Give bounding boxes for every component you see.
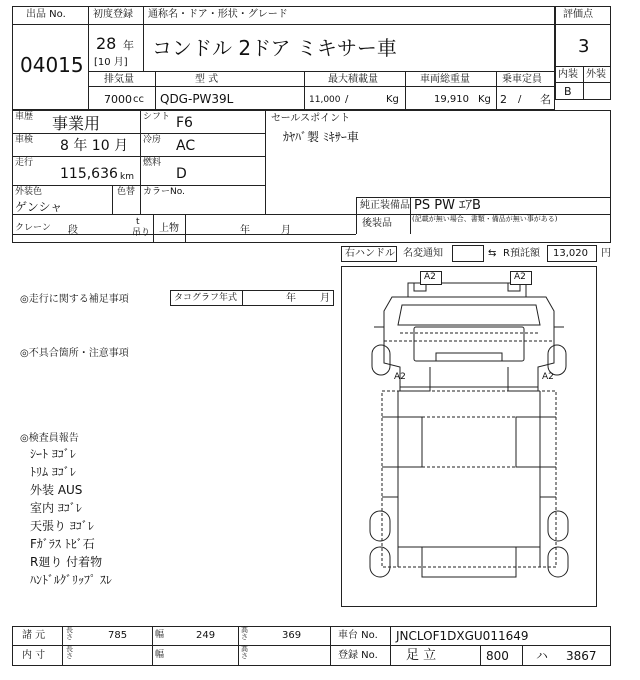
inner-row-label: 内 寸 bbox=[22, 650, 46, 661]
crane-steps: 段 bbox=[68, 225, 78, 236]
capacity-value: 2 bbox=[500, 93, 507, 106]
inspection-label: 車検 bbox=[15, 135, 34, 145]
spec-row-label: 諸 元 bbox=[22, 630, 46, 641]
tacho-label: タコグラフ年式 bbox=[174, 293, 238, 303]
capacity-slash: / bbox=[518, 94, 522, 105]
first-reg-year: 28 bbox=[96, 34, 117, 53]
equipment-value: PS PW ｴｱB bbox=[414, 198, 481, 213]
registration-kana: ハ bbox=[536, 649, 549, 663]
first-reg-year-unit: 年 bbox=[123, 39, 134, 52]
upper-label: 上物 bbox=[159, 223, 179, 234]
inner-length-label: 長さ bbox=[66, 645, 73, 660]
chassis-number: JNCLOF1DXGU011649 bbox=[396, 629, 529, 643]
inner-width-label: 幅 bbox=[155, 650, 165, 660]
capacity-label: 乗車定員 bbox=[502, 74, 542, 85]
max-load-slash: / bbox=[345, 94, 349, 105]
sales-point-label: セールスポイント bbox=[271, 113, 351, 124]
crane-label: クレーン bbox=[15, 223, 51, 233]
aftermarket-note: (記載が無い場合、書類・備品が無い事がある) bbox=[412, 215, 558, 223]
displacement-unit: cc bbox=[133, 94, 144, 105]
history-label: 車歴 bbox=[15, 112, 34, 122]
aftermarket-label: 後装品 bbox=[362, 218, 392, 229]
report-line: ﾄﾘﾑ ﾖｺﾞﾚ bbox=[30, 465, 76, 479]
color-label: 外装色 bbox=[15, 187, 43, 197]
registration-number: 3867 bbox=[566, 649, 597, 663]
recycle-deposit-label: R預託額 bbox=[503, 248, 540, 259]
name-change-box bbox=[452, 245, 484, 262]
truck-outline bbox=[342, 267, 596, 606]
damage-code: A2 bbox=[514, 272, 526, 282]
fuel-value: D bbox=[176, 166, 187, 182]
registration-label: 登録 No. bbox=[338, 650, 378, 661]
color-change-label: 色替 bbox=[117, 187, 136, 197]
shift-label: シフト bbox=[143, 112, 171, 122]
shift-value: F6 bbox=[176, 115, 193, 131]
interior-grade: B bbox=[564, 85, 572, 98]
max-load-label: 最大積載量 bbox=[328, 74, 378, 85]
damage-code: A2 bbox=[394, 372, 406, 382]
mileage-unit: km bbox=[120, 172, 134, 182]
first-reg-label: 初度登録 bbox=[93, 9, 133, 20]
displacement-value: 7000 bbox=[104, 93, 132, 106]
capacity-unit: 名 bbox=[540, 93, 551, 106]
registration-class: 800 bbox=[486, 649, 509, 663]
fuel-label: 燃料 bbox=[143, 158, 162, 168]
sales-point-value: ｶﾔﾊﾞ製 ﾐｷｻｰ車 bbox=[283, 130, 359, 144]
model-code: QDG-PW39L bbox=[160, 92, 234, 106]
width-value: 249 bbox=[196, 630, 216, 641]
damage-code: A2 bbox=[424, 272, 436, 282]
length-label: 長さ bbox=[66, 626, 73, 641]
ac-value: AC bbox=[176, 138, 196, 154]
chassis-label: 車台 No. bbox=[338, 630, 378, 641]
report-line: Fｶﾞﾗｽ ﾄﾋﾞ石 bbox=[30, 537, 95, 551]
ac-label: 冷房 bbox=[143, 135, 162, 145]
tacho-month: 月 bbox=[320, 293, 330, 304]
color-no-label: カラーNo. bbox=[143, 187, 185, 197]
height-value: 369 bbox=[282, 630, 302, 641]
color-value: ゲンシャ bbox=[15, 200, 63, 214]
mileage-label: 走行 bbox=[15, 158, 34, 168]
report-line: ﾊﾝﾄﾞﾙｸﾞﾘｯﾌﾟ ｽﾚ bbox=[30, 573, 112, 587]
name-change-label: 名変通知 bbox=[403, 248, 443, 259]
exterior-label: 外装 bbox=[586, 69, 606, 80]
max-load-kg: Kg bbox=[386, 94, 399, 105]
driving-notes-label: ◎走行に関する補足事項 bbox=[20, 294, 129, 305]
mileage-value: 115,636 bbox=[60, 166, 118, 182]
inner-height-label: 高さ bbox=[241, 645, 248, 660]
interior-label: 内装 bbox=[558, 69, 578, 80]
inspection-value: 8 年 10 月 bbox=[60, 138, 129, 154]
rhd-label: 右ハンドル bbox=[345, 248, 395, 259]
defects-label: ◎不具合箇所・注意事項 bbox=[20, 348, 129, 359]
width-label: 幅 bbox=[155, 630, 165, 640]
gross-weight-label: 車両総重量 bbox=[420, 74, 470, 85]
crane-tonnage: t bbox=[136, 217, 140, 227]
first-reg-month: [10 月] bbox=[94, 57, 128, 68]
report-line: ｼｰﾄ ﾖｺﾞﾚ bbox=[30, 447, 76, 461]
upper-month: 月 bbox=[281, 225, 291, 236]
upper-year: 年 bbox=[240, 225, 250, 236]
inspector-report-label: ◎検査員報告 bbox=[20, 433, 79, 444]
damage-code: A2 bbox=[542, 372, 554, 382]
yen-label: 円 bbox=[601, 248, 611, 259]
grade-label: 評価点 bbox=[563, 9, 593, 20]
report-line: R廻り 付着物 bbox=[30, 555, 103, 569]
tacho-year: 年 bbox=[286, 293, 296, 304]
equipment-label: 純正装備品 bbox=[360, 200, 410, 211]
length-value: 785 bbox=[108, 630, 128, 641]
report-line: 外装 AUS bbox=[30, 483, 83, 497]
recycle-deposit-value: 13,020 bbox=[553, 248, 588, 259]
model-name: コンドル 2ドア ミキサー車 bbox=[152, 36, 397, 60]
gross-weight-value: 19,910 bbox=[434, 94, 469, 105]
registration-area: 足 立 bbox=[406, 648, 437, 663]
height-label: 高さ bbox=[241, 626, 248, 641]
vehicle-diagram bbox=[341, 266, 597, 607]
grade-value: 3 bbox=[578, 36, 590, 57]
crane-hang: 吊り bbox=[132, 228, 151, 238]
model-code-label: 型 式 bbox=[195, 74, 219, 85]
lot-number: 04015 bbox=[20, 53, 84, 77]
lot-label: 出品 No. bbox=[26, 9, 66, 20]
displacement-label: 排気量 bbox=[104, 74, 134, 85]
report-line: 室内 ﾖｺﾞﾚ bbox=[30, 501, 82, 515]
max-load-value: 11,000 bbox=[309, 95, 341, 105]
report-line: 天張り ﾖｺﾞﾚ bbox=[30, 519, 94, 533]
gross-weight-kg: Kg bbox=[478, 94, 491, 105]
history-value: 事業用 bbox=[52, 114, 101, 133]
transfer-arrow: ⇆ bbox=[488, 248, 497, 259]
name-label: 通称名・ドア・形状・グレード bbox=[148, 9, 288, 20]
